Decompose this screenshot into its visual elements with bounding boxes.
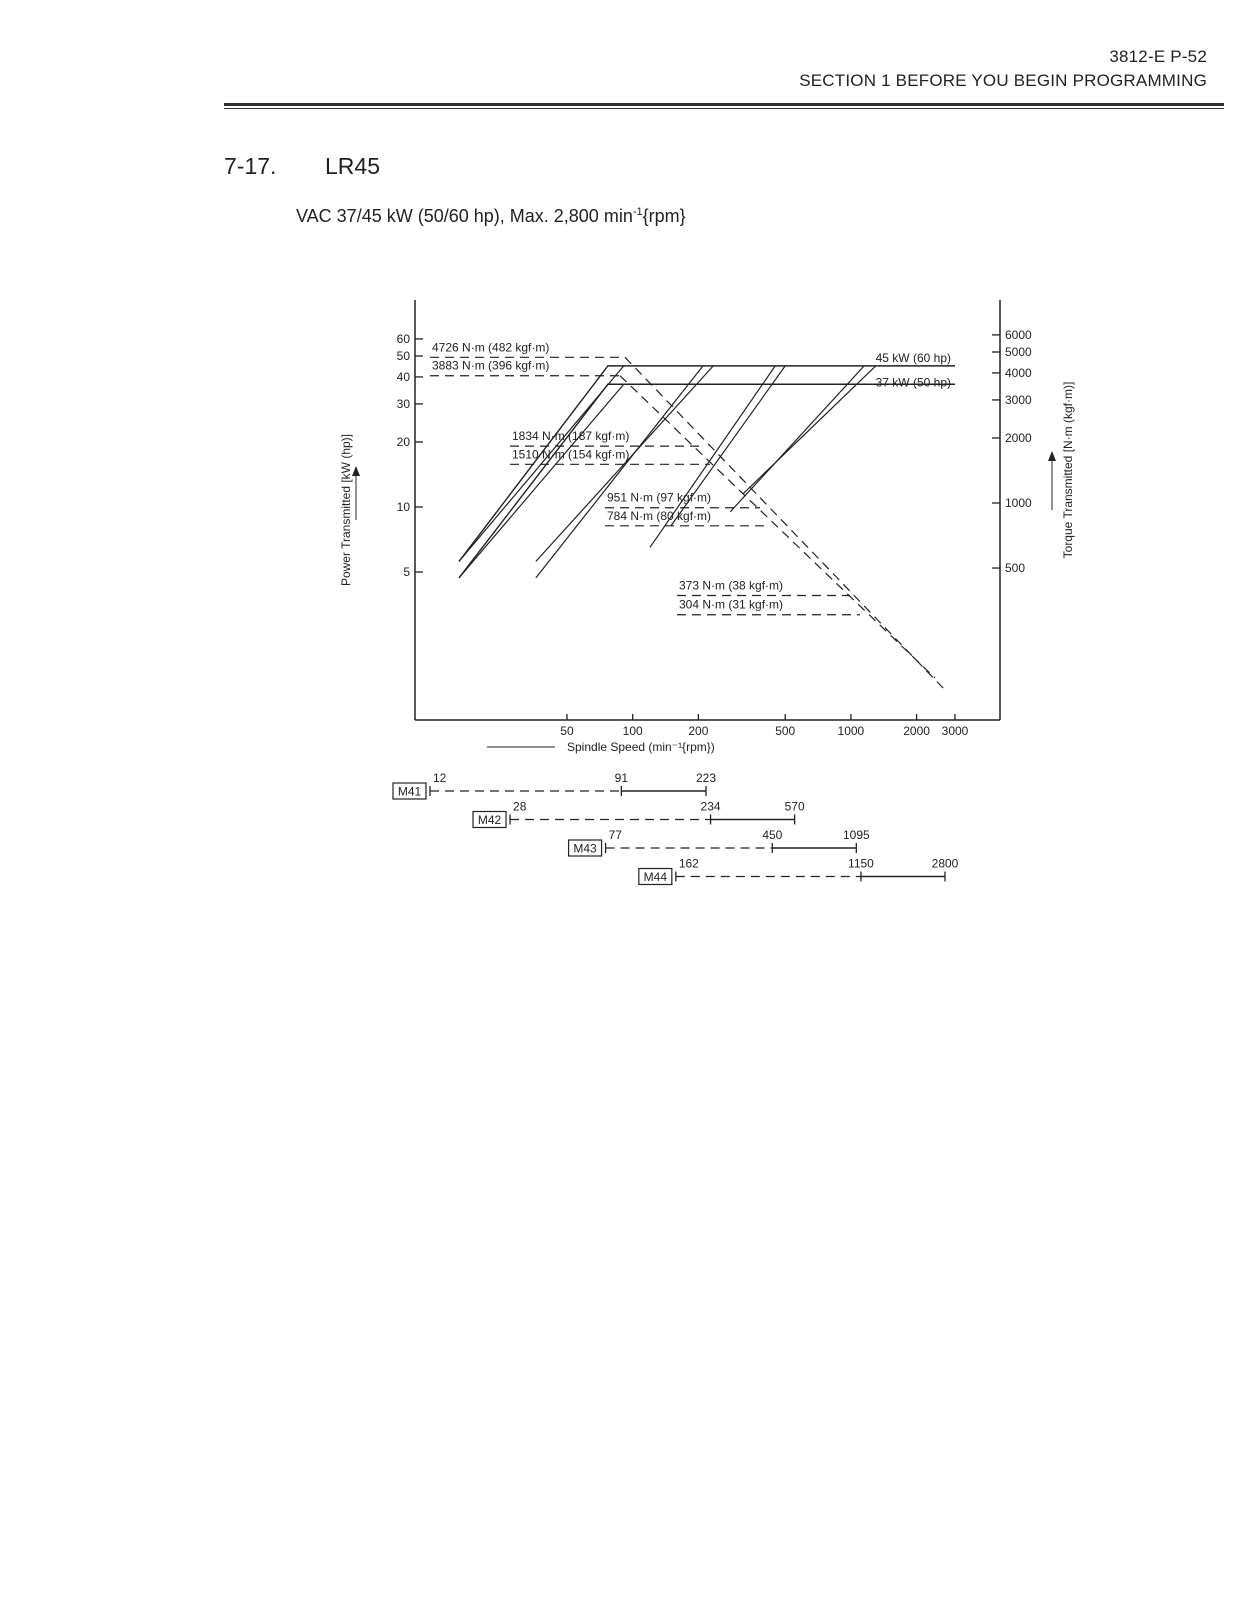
y-right-tick-label: 4000 [1005, 365, 1032, 380]
spec-suffix: {rpm} [642, 206, 686, 226]
y-left-tick-label: 5 [403, 565, 410, 580]
gear-power-line [536, 366, 703, 578]
y-left-axis-arrow-head [352, 466, 360, 476]
gear-range-mid-label: 1150 [848, 856, 874, 871]
gear-range-mid-label: 234 [700, 799, 721, 814]
section-header: SECTION 1 BEFORE YOU BEGIN PROGRAMMING [799, 71, 1207, 90]
torque-label: 4726 N·m (482 kgf·m) [432, 340, 550, 355]
y-left-tick-label: 20 [396, 434, 410, 449]
gear-range-min-label: 28 [513, 799, 527, 814]
gear-power-line [459, 366, 624, 562]
gear-name: M41 [397, 784, 422, 799]
y-left-axis-label: Power Transmitted [kW (hp)] [339, 433, 353, 587]
gear-range-mid-label: 91 [614, 771, 629, 785]
torque-label: 304 N·m (31 kgf·m) [679, 597, 784, 612]
y-right-tick-label: 6000 [1005, 327, 1032, 342]
constant-power-curve-37kw [620, 376, 935, 678]
x-axis-label: Spindle Speed (min⁻¹{rpm}) [567, 740, 715, 754]
gear-range-mid-label: 450 [762, 828, 783, 842]
power-series-line [459, 384, 955, 578]
torque-label: 373 N·m (38 kgf·m) [679, 578, 784, 593]
gear-range-min-label: 77 [608, 828, 622, 842]
gear-name: M44 [643, 870, 668, 884]
spec-text: VAC 37/45 kW (50/60 hp), Max. 2,800 min [296, 206, 633, 226]
x-tick-label: 500 [775, 724, 796, 738]
x-tick-label: 100 [622, 724, 643, 738]
section-title: LR45 [325, 153, 380, 179]
y-left-tick-label: 60 [396, 331, 410, 346]
gear-range-min-label: 162 [678, 856, 699, 871]
power-series-line [459, 366, 955, 562]
gear-range-max-label: 2800 [931, 856, 959, 871]
x-tick-label: 1000 [837, 724, 865, 738]
gear-power-line [743, 366, 876, 494]
gear-power-line [459, 384, 624, 578]
x-tick-label: 50 [560, 724, 574, 738]
gear-range-max-label: 1095 [842, 828, 870, 842]
y-right-tick-label: 1000 [1005, 496, 1032, 510]
power-series-label: 37 kW (50 hp) [875, 375, 951, 390]
power-series-label: 45 kW (60 hp) [875, 350, 951, 365]
y-right-tick-label: 5000 [1005, 345, 1032, 359]
y-left-tick-label: 10 [396, 500, 410, 514]
document-reference: 3812-E P-52 [1109, 47, 1207, 66]
torque-label: 1510 N·m (154 kgf·m) [512, 447, 630, 462]
torque-label: 1834 N·m (187 kgf·m) [512, 429, 630, 444]
torque-label: 951 N·m (97 kgf·m) [607, 490, 712, 505]
y-right-tick-label: 3000 [1005, 392, 1032, 407]
gear-power-line [730, 366, 864, 512]
x-tick-label: 3000 [941, 724, 969, 738]
x-tick-label: 2000 [903, 724, 930, 738]
y-left-tick-label: 40 [396, 369, 410, 384]
gear-name: M43 [573, 841, 597, 856]
y-right-axis-arrow-head [1048, 451, 1056, 461]
y-left-tick-label: 30 [396, 396, 410, 411]
torque-label: 3883 N·m (396 kgf·m) [432, 358, 550, 373]
gear-range-max-label: 223 [696, 771, 717, 785]
y-right-tick-label: 2000 [1005, 430, 1032, 445]
y-right-axis-label: Torque Transmitted [N·m (kgf·m)] [1061, 381, 1075, 559]
gear-power-line [536, 366, 713, 562]
torque-label: 784 N·m (80 kgf·m) [607, 508, 712, 523]
gear-range-max-label: 570 [784, 799, 805, 814]
y-right-tick-label: 500 [1005, 561, 1026, 576]
spec-superscript: -1 [632, 206, 643, 218]
gear-range-min-label: 12 [433, 771, 447, 785]
y-left-tick-label: 50 [396, 349, 410, 363]
section-number: 7-17. [224, 153, 277, 179]
gear-name: M42 [477, 813, 502, 827]
x-tick-label: 200 [688, 724, 709, 738]
